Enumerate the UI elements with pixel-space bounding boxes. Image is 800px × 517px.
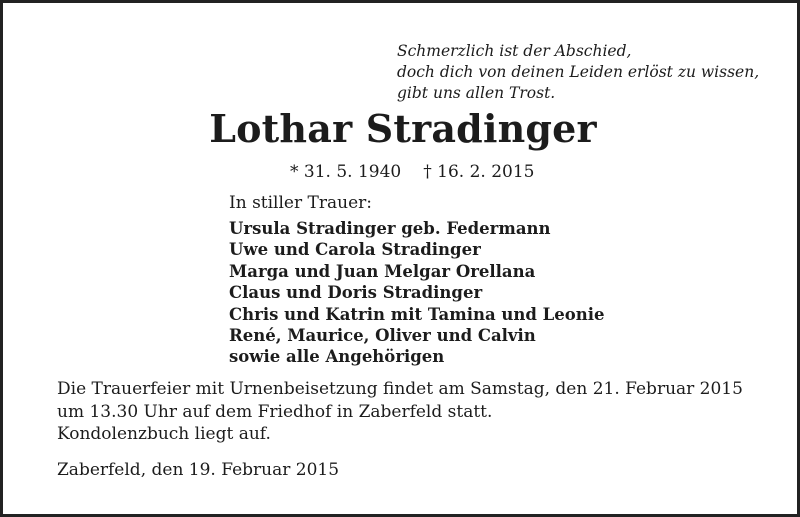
- memorial-verse: [397, 41, 759, 104]
- mourner-line: Claus und Doris Stradinger: [229, 283, 483, 303]
- mourner-line: Uwe und Carola Stradinger: [229, 240, 481, 260]
- mourner-line: René, Maurice, Oliver und Calvin: [229, 326, 536, 346]
- death-date: † 16. 2. 2015: [423, 162, 535, 182]
- service-line: Kondolenzbuch liegt auf.: [57, 424, 271, 444]
- verse-line: doch dich von deinen Leiden erlöst zu wissen,: [397, 63, 760, 81]
- birth-date: * 31. 5. 1940: [290, 162, 402, 182]
- mourners-list: [229, 218, 605, 368]
- place-and-date: Zaberfeld, den 19. Februar 2015: [57, 460, 340, 480]
- service-details: [57, 378, 743, 446]
- mourner-line: Ursula Stradinger geb. Federmann: [229, 219, 551, 238]
- deceased-name: Lothar Stradinger: [209, 106, 597, 151]
- mourner-line: sowie alle Angehörigen: [229, 347, 445, 367]
- service-line: Die Trauerfeier mit Urnenbeisetzung findet am Samstag, den 21. Februar 2015: [57, 379, 743, 399]
- service-line: um 13.30 Uhr auf dem Friedhof in Zaberfeld statt.: [57, 401, 493, 422]
- verse-line: gibt uns allen Trost.: [397, 84, 556, 102]
- mourning-intro: In stiller Trauer:: [229, 193, 372, 213]
- mourner-line: Chris und Katrin mit Tamina und Leonie: [229, 304, 605, 324]
- life-dates: [290, 160, 534, 184]
- mourner-line: Marga und Juan Melgar Orellana: [229, 261, 536, 281]
- verse-line: Schmerzlich ist der Abschied,: [397, 42, 632, 60]
